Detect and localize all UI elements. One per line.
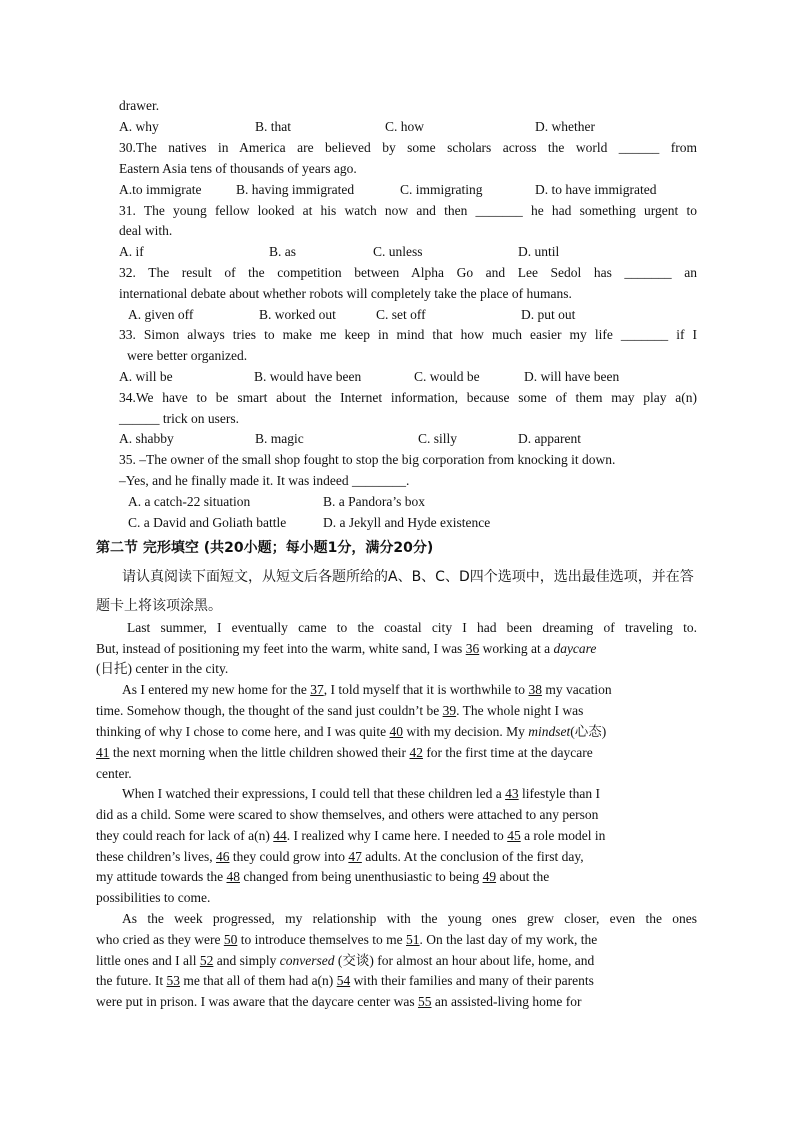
passage-p4-line4: the future. It 53 me that all of them had a(n) 54 with their families and many of their parents [96,973,594,988]
blank-37: 37 [310,682,324,697]
q33-option-c: C. would be [414,369,480,384]
passage-p2-line3: thinking of why I chose to come here, and I was quite 40 with my decision. My mindset(心态) [96,724,607,739]
section-instructions-line2: 题卡上将该项涂黑。 [96,598,222,614]
blank-43: 43 [505,786,519,801]
blank-41: 41 [96,745,110,760]
passage-p3-line5: my attitude towards the 48 changed from being unenthusiastic to being 49 about the [96,869,550,884]
q32-option-d: D. put out [521,307,576,322]
q33-stem-line1: 33. Simon always tries to make me keep in mind that how much easier my life _______ if I [119,327,697,342]
passage-p2-line1: As I entered my new home for the 37, I told myself that it is worthwhile to 38 my vacation [122,682,612,697]
q30-option-c: C. immigrating [400,182,483,197]
q30-option-b: B. having immigrated [236,182,355,197]
blank-46: 46 [215,849,230,864]
blank-45: 45 [507,828,521,843]
q33-stem-line2: were better organized. [127,348,248,363]
q34-option-d: D. apparent [518,431,581,446]
q32-stem-line2: international debate about whether robots will completely take the place of humans. [119,286,572,301]
q32-option-a: A. given off [128,307,194,322]
passage-p3-line1: When I watched their expressions, I could tell that these children led a 43 lifestyle than I [122,786,600,801]
q30-stem-line2: Eastern Asia tens of thousands of years ago. [119,161,357,176]
q32-option-b: B. worked out [259,307,336,322]
blank-54: 54 [336,973,351,988]
blank-38: 38 [528,682,542,697]
passage-p4-line5: were put in prison. I was aware that the daycare center was 55 an assisted-living home for [96,994,582,1009]
passage-p4-line2: who cried as they were 50 to introduce themselves to me 51. On the last day of my work, the [96,932,598,947]
blank-40: 40 [389,724,404,739]
q34-stem-line2: ______ trick on users. [119,411,239,426]
q35-option-a: A. a catch-22 situation [128,494,251,509]
q34-option-c: C. silly [418,431,458,446]
q32-stem-line1: 32. The result of the competition between Alpha Go and Lee Sedol has _______ an [119,265,697,280]
section-instructions-line1: 请认真阅读下面短文，从短文后各题所给的A、B、C、D四个选项中，选出最佳选项，并在答 [122,569,694,585]
blank-52: 52 [199,953,214,968]
blank-53: 53 [166,973,180,988]
blank-50: 50 [223,932,238,947]
passage-p3-line6: possibilities to come. [96,890,211,905]
passage-p1-line3: (日托) center in the city. [96,661,229,676]
q29-option-d: D. whether [535,119,595,134]
q31-option-c: C. unless [373,244,423,259]
blank-36: 36 [465,641,480,656]
section-title: 第二节 完形填空 (共20小题；每小题1分，满分20分) [96,540,434,556]
q31-option-a: A. if [119,244,144,259]
q29-option-c: C. how [385,119,425,134]
blank-55: 55 [417,994,432,1009]
blank-44: 44 [273,828,287,843]
q34-option-b: B. magic [255,431,304,446]
q31-option-b: B. as [269,244,296,259]
q31-stem-line1: 31. The young fellow looked at his watch now and then _______ he had something urgent to [119,203,697,218]
passage-p4-line3: little ones and I all 52 and simply conversed (交谈) for almost an hour about life, home, and [96,953,595,968]
blank-47: 47 [348,849,362,864]
passage-p1-line2: But, instead of positioning my feet into the warm, white sand, I was 36 working at a daycare [96,641,597,656]
passage-p3-line2: did as a child. Some were scared to show themselves, and others were attached to any person [96,807,599,822]
q33-option-a: A. will be [119,369,173,384]
blank-42: 42 [409,745,423,760]
q33-option-d: D. will have been [524,369,620,384]
q34-option-a: A. shabby [119,431,174,446]
q34-stem-line1: 34.We have to be smart about the Internet information, because some of them may play a(n) [119,390,697,405]
q31-stem-line2: deal with. [119,223,173,238]
q32-option-c: C. set off [376,307,426,322]
q30-option-d: D. to have immigrated [535,182,657,197]
blank-49: 49 [482,869,497,884]
q29-option-b: B. that [255,119,291,134]
q29-continuation: drawer. [119,98,160,113]
blank-51: 51 [406,932,420,947]
passage-p2-line5: center. [96,766,132,781]
passage-p3-line4: these children’s lives, 46 they could grow into 47 adults. At the conclusion of the first day, [96,849,584,864]
q30-option-a: A.to immigrate [119,182,202,197]
blank-48: 48 [226,869,240,884]
blank-39: 39 [442,703,457,718]
passage-p1-line1: Last summer, I eventually came to the coastal city I had been dreaming of traveling to. [127,620,697,635]
q35-option-b: B. a Pandora’s box [323,494,425,509]
q35-stem-line1: 35. –The owner of the small shop fought to stop the big corporation from knocking it down. [119,452,616,467]
passage-p4-line1: As the week progressed, my relationship with the young ones grew closer, even the ones [122,911,697,926]
q30-stem-line1: 30.The natives in America are believed by some scholars across the world ______ from [119,140,697,155]
q35-option-c: C. a David and Goliath battle [128,515,287,530]
q33-option-b: B. would have been [254,369,362,384]
q31-option-d: D. until [518,244,560,259]
q29-option-a: A. why [119,119,159,134]
passage-p3-line3: they could reach for lack of a(n) 44. I realized why I came here. I needed to 45 a role model in [96,828,606,843]
passage-p2-line4: 41 the next morning when the little children showed their 42 for the first time at the daycare [96,745,593,760]
q35-option-d: D. a Jekyll and Hyde existence [323,515,491,530]
passage-p2-line2: time. Somehow though, the thought of the sand just couldn’t be 39. The whole night I was [96,703,584,718]
q35-stem-line2: –Yes, and he finally made it. It was indeed ________. [119,473,410,488]
